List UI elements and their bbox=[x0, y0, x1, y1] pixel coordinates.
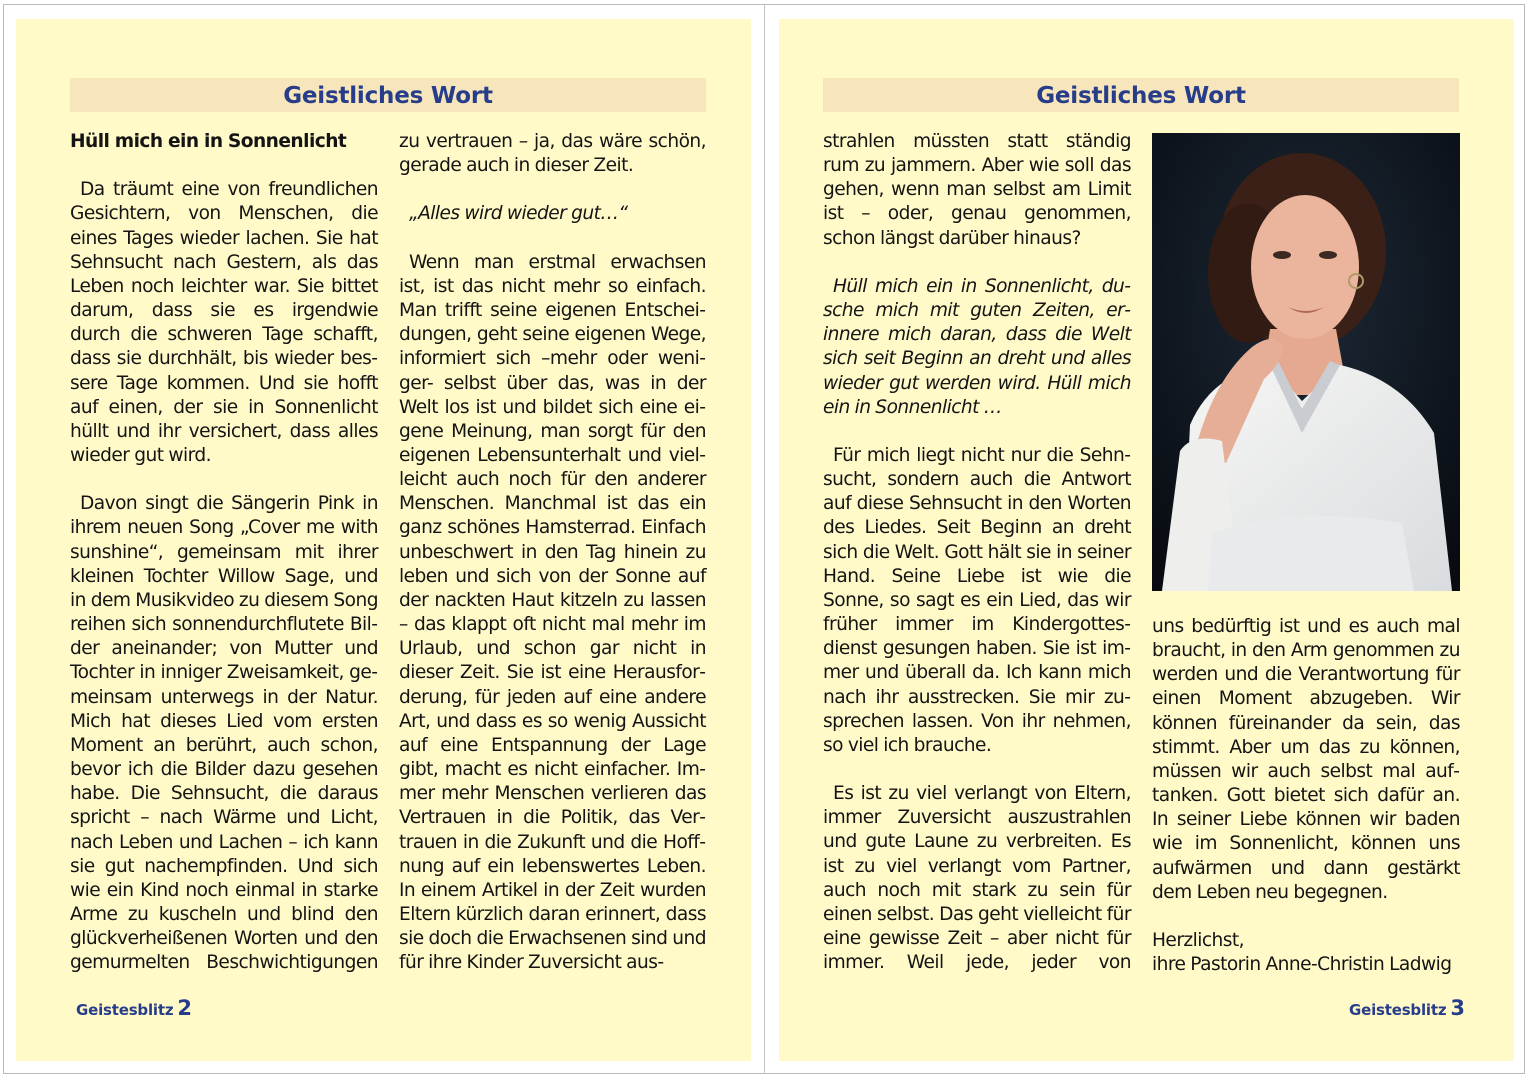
quote: „Alles wird wieder gut…“ bbox=[409, 203, 628, 225]
article-heading: Hüll mich ein in Sonnenlicht bbox=[70, 131, 347, 152]
paragraph: Für mich liegt nicht nur die Sehnsucht, sondern auch die Antwort auf diese Sehnsucht in den Worten des Liedes. Seit Beginn an dreht sich die Welt. Gott hält sie in seiner Hand. Seine Liebe ist wie die Sonne, so sagt es ein Lied, das wir früher immer im Kindergottesdienst gesungen haben. Sie ist immer und überall da. Ich kann mich nach ihr ausstrecken. Sie mir zusprechen lassen. Von ihr nehmen, so viel ich brauche. bbox=[823, 445, 1131, 756]
page-number: 2 bbox=[177, 996, 192, 1020]
paragraph: Wenn man erstmal erwachsen ist, ist das nicht mehr so einfach. Man trifft seine eigenen Entscheidungen, geht seine eigenen Wege, informiert sich –mehr oder weniger- selbst über das, was in der Welt los ist und bildet sich eine eigene Meinung, man sorgt für den eigenen Lebensunterhalt und vielleicht auch noch für den anderer Menschen. Manchmal ist das ein ganz schönes Hamsterrad. Einfach unbeschwert in den Tag hinein zu leben und sich von der Sonne auf der nackten Haut kitzeln zu lassen – das klappt oft nicht mal mehr im Urlaub, und schon gar nicht in dieser Zeit. Sie ist eine Herausforderung, für jeden auf eine andere Art, und dass es so wenig Aussicht auf eine Entspannung der Lage gibt, macht es nicht einfacher. Immer mehr Menschen verlieren das Vertrauen in die Politik, das Vertrauen in die Zukunft und die Hoffnung auf ein lebenswertes Leben. In einem Artikel in der Zeit wurden Eltern kürzlich daran erinnert, dass sie doch die Erwachsenen sind und für ihre Kinder Zuversicht aus- bbox=[399, 251, 706, 974]
left-column-1 bbox=[70, 130, 378, 975]
page-left bbox=[16, 19, 751, 1061]
footer-brand: Geistesblitz bbox=[76, 1001, 174, 1019]
closing: Herzlichst, bbox=[1152, 930, 1245, 952]
right-column-2 bbox=[1152, 615, 1460, 977]
page-right bbox=[779, 19, 1514, 1061]
page-footer bbox=[76, 996, 192, 1020]
page-number: 3 bbox=[1450, 996, 1465, 1020]
paragraph: uns bedürftig ist und es auch mal braucht, in den Arm genommen zu werden und die Verantwortung für einen Moment abzugeben. Wir können füreinander da sein, das stimmt. Aber um das zu können, müssen wir auch selbst mal auftanken. Gott bietet sich dafür an. In seiner Liebe können wir baden wie im Sonnenlicht, können uns aufwärmen und dann gestärkt dem Leben neu begegnen. bbox=[1152, 616, 1460, 903]
paragraph: Es ist zu viel verlangt von Eltern, immer Zuversicht auszustrahlen und gute Laune zu verbreiten. Es ist zu viel verlangt vom Partner, auch noch mit stark zu sein für einen selbst. Das geht vielleicht für eine gewisse Zeit – aber nicht für immer. Weil jede, jeder von bbox=[823, 783, 1131, 974]
page-divider bbox=[764, 4, 765, 1074]
author-photo bbox=[1152, 133, 1460, 591]
page-footer bbox=[1349, 996, 1465, 1020]
quote: Hüll mich ein in Sonnenlicht, dusche mich mit guten Zeiten, erinnere mich daran, dass die Welt sich seit Beginn an dreht und alles wieder gut werden wird. Hüll mich ein in Sonnenlicht … bbox=[823, 275, 1131, 418]
left-column-2 bbox=[399, 130, 706, 975]
signature: ihre Pastorin Anne-Christin Ladwig bbox=[1152, 954, 1452, 976]
paragraph: Davon singt die Sängerin Pink in ihrem neuen Song „Cover me with sunshine“, gemeinsam mit ihrer kleinen Tochter Willow Sage, und in dem Musikvideo zu diesem Song reihen sich sonnendurchflutete Bilder aneinander; von Mutter und Tochter in inniger Zweisamkeit, gemeinsam unterwegs in der Natur. Mich hat dieses Lied vom ersten Moment an berührt, auch schon, bevor ich die Bilder dazu gesehen habe. Die Sehnsucht, die daraus spricht – nach Wärme und Licht, nach Leben und Lachen – ich kann sie gut nachempfinden. Und sich wie ein Kind noch einmal in starke Arme zu kuscheln und blind den glückverheißenen Worten und den gemurmelten Beschwichtigungen bbox=[70, 493, 378, 974]
section-header: Geistliches Wort bbox=[70, 78, 706, 112]
section-header: Geistliches Wort bbox=[823, 78, 1459, 112]
paragraph: strahlen müssten statt ständig rum zu jammern. Aber wie soll das gehen, wenn man selbst am Limit ist – oder, genau genommen, schon längst darüber hinaus? bbox=[823, 131, 1131, 249]
right-column-1 bbox=[823, 130, 1131, 975]
footer-brand: Geistesblitz bbox=[1349, 1001, 1447, 1019]
paragraph: zu vertrauen – ja, das wäre schön, gerade auch in dieser Zeit. bbox=[399, 131, 706, 177]
paragraph: Da träumt eine von freundlichen Gesichtern, von Menschen, die eines Tages wieder lachen. Sie hat Sehnsucht nach Gestern, als das Leben noch leichter war. Sie bittet darum, dass sie es irgendwie durch die schweren Tage schafft, dass sie durchhält, bis wieder bessere Tage kommen. Und sie hofft auf einen, der sie in Sonnenlicht hüllt und ihr versichert, dass alles wieder gut wird. bbox=[70, 179, 378, 467]
